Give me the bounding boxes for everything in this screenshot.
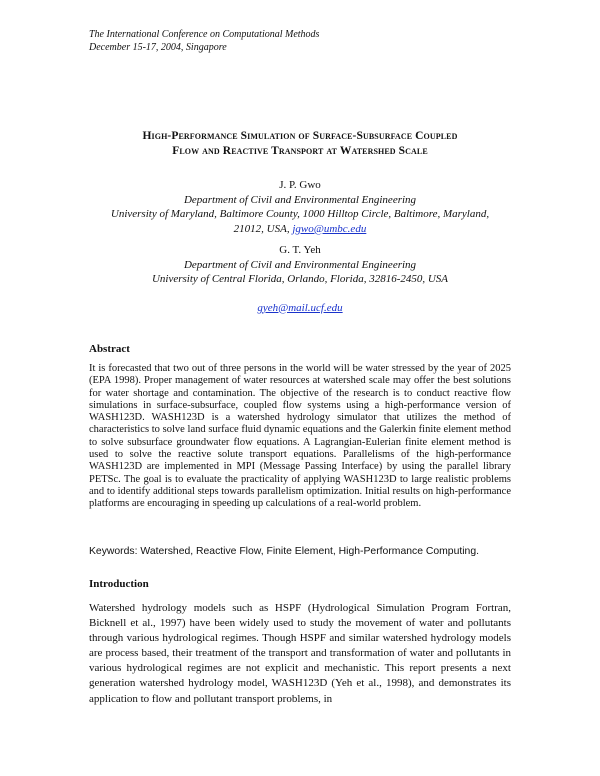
author-email-line bbox=[80, 301, 520, 316]
author-address-cont: 21012, USA, bbox=[233, 222, 293, 235]
author-email-link[interactable]: jgwo@umbc.edu bbox=[292, 222, 367, 235]
conference-header bbox=[89, 28, 319, 54]
author-department: Department of Civil and Environmental Engineering bbox=[183, 193, 417, 206]
title-line-2: Flow and Reactive Transport at Watershed Scale bbox=[172, 145, 428, 157]
introduction-text: Watershed hydrology models such as HSPF (Hydrological Simulation Program Fortran, Bicknell et al., 1997) have been widely used to study the movement of water and pollutants through various hydrological regimes. Though HSPF and similar watershed hydrology models are process based, their treatment of the transport and transformation of water and pollutants in various hydrological regimes are not explicit and mechanistic. This report presents a next generation watershed hydrology model, WASH123D (Yeh et al., 1998), and demonstrates its application to flow and pollutant transport problems, in bbox=[89, 602, 511, 705]
abstract-text: It is forecasted that two out of three persons in the world will be water stressed by the year of 2025 (EPA 1998). Proper management of water resources at watershed scale may offer the best solutions for water shortage and contamination. The objective of the research is to conduct reactive flow simulations in surface-subsurface, coupled flow systems using a high-performance version of WASH123D. WASH123D is a watershed hydrology simulator that utilizes the method of characteristics to solve land surface fluid dynamic equations and the Galerkin finite element method to solve subsurface groundwater flow equations. A Lagrangian-Eulerian finite element method is used to solve the reactive solute transport equations. Parallelisms of the high-performance WASH123D are implemented in MPI (Message Passing Interface) by using the parallel library PETSc. The goal is to evaluate the practicality of applying WASH123D to large realistic problems and to identify additional steps towards parallelism optimization. Initial results on high-performance platforms are encouraging in speeding up calculations of a real-world problem. bbox=[89, 363, 511, 510]
author-address: University of Maryland, Baltimore County, 1000 Hilltop Circle, Baltimore, Maryland, bbox=[110, 208, 490, 220]
author-name: G. T. Yeh bbox=[279, 244, 321, 256]
introduction-heading: Introduction bbox=[89, 578, 149, 590]
author-address: University of Central Florida, Orlando, Florida, 32816-2450, USA bbox=[151, 273, 449, 285]
paper-title bbox=[80, 129, 520, 159]
author-department: Department of Civil and Environmental Engineering bbox=[183, 258, 417, 271]
conference-name: The International Conference on Computational Methods bbox=[89, 29, 320, 40]
abstract-heading: Abstract bbox=[89, 343, 130, 355]
author-block-1 bbox=[80, 178, 520, 236]
author-address-line-2 bbox=[80, 222, 520, 237]
conference-dates: December 15-17, 2004, Singapore bbox=[89, 42, 227, 53]
author-name: J. P. Gwo bbox=[279, 179, 321, 191]
title-line-1: High-Performance Simulation of Surface-Subsurface Coupled bbox=[142, 130, 458, 142]
keywords: Keywords: Watershed, Reactive Flow, Finite Element, High-Performance Computing. bbox=[89, 546, 479, 557]
author-email-link[interactable]: gyeh@mail.ucf.edu bbox=[257, 301, 343, 314]
author-block-2 bbox=[80, 243, 520, 315]
